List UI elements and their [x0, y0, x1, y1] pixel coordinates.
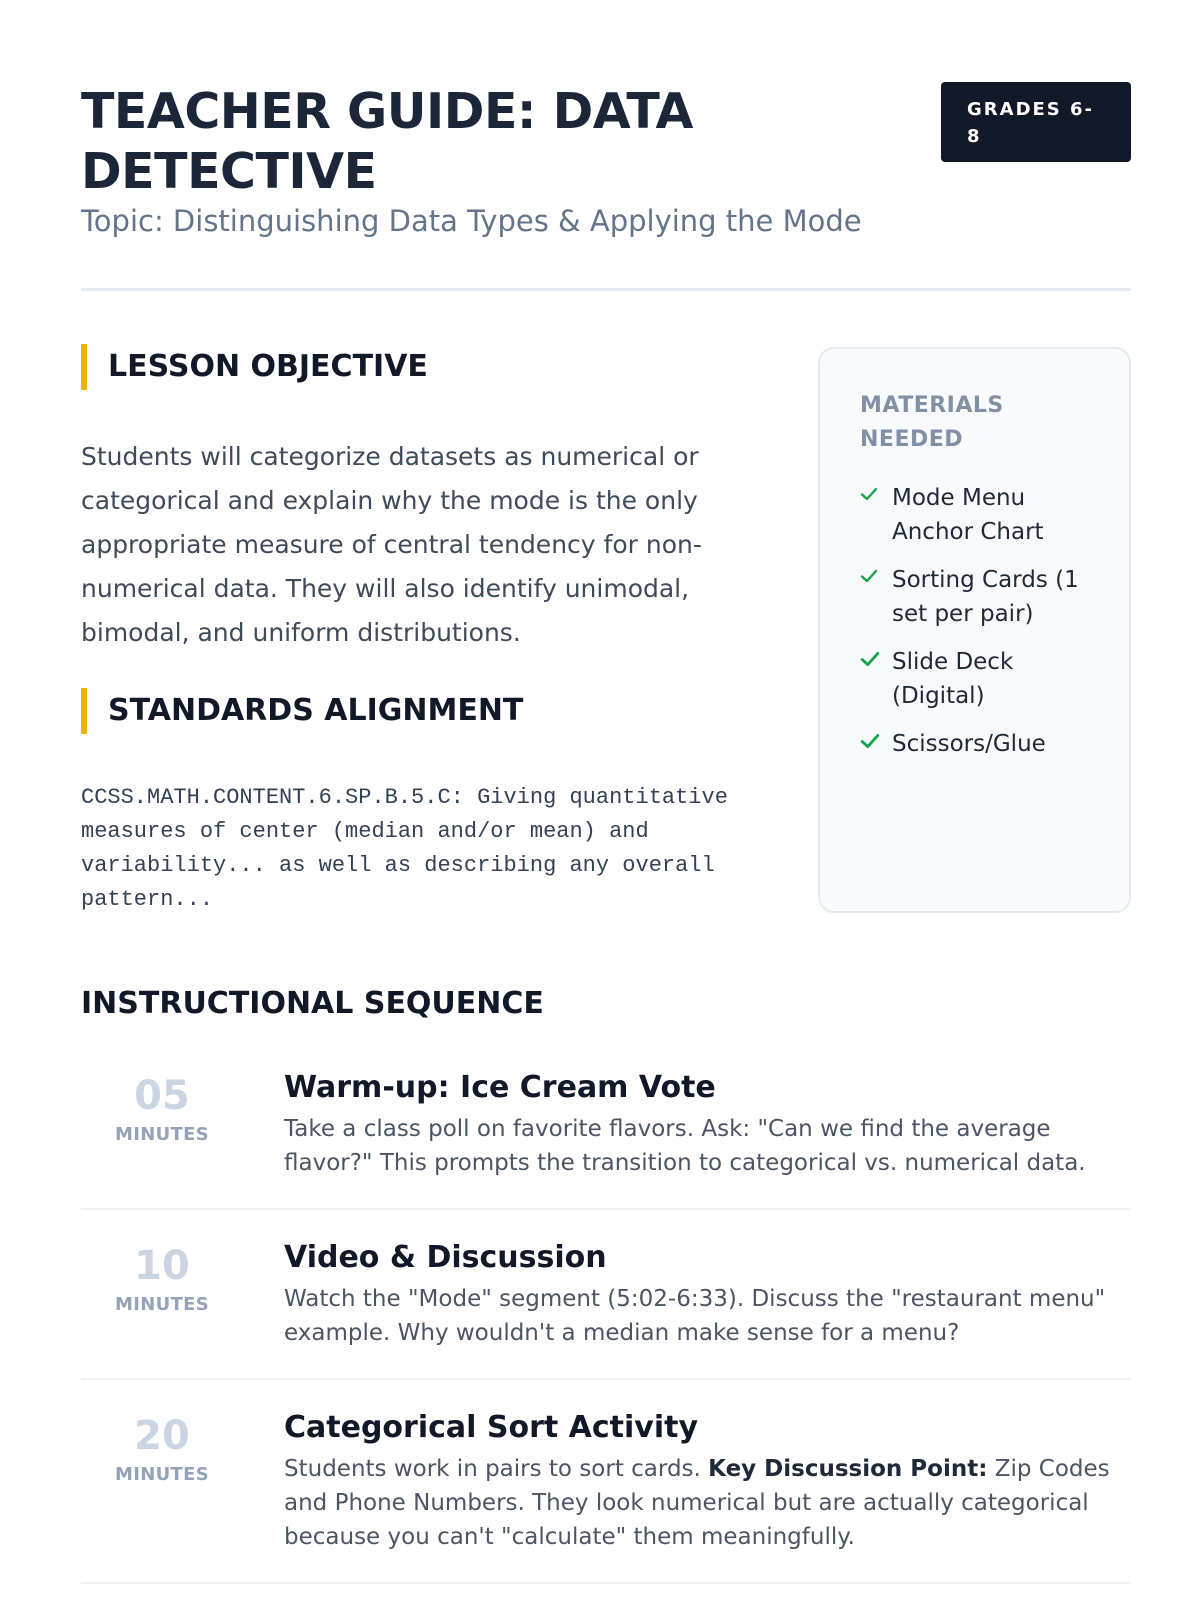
step-duration — [81, 1074, 243, 1145]
materials-item — [860, 481, 1099, 549]
materials-label: Scissors/Glue — [892, 731, 1046, 757]
objective-heading: LESSON OBJECTIVE — [81, 344, 428, 390]
check-icon — [860, 727, 892, 756]
step-minutes: 20 — [134, 1413, 190, 1459]
step-unit: MINUTES — [115, 1124, 209, 1145]
step-title: Video & Discussion — [284, 1240, 607, 1275]
step-body — [284, 1238, 1124, 1350]
standards-text: CCSS.MATH.CONTENT.6.SP.B.5.C: Giving quantitative measures of center (median and/or mean) and variability... as well as describing any overall pattern... — [81, 785, 728, 912]
header-divider — [81, 288, 1131, 291]
step-title: Warm-up: Ice Cream Vote — [284, 1070, 716, 1105]
check-icon — [860, 563, 892, 590]
materials-label: Slide Deck (Digital) — [892, 649, 1014, 709]
step-description-detail: Zip Codes and Phone Numbers. They look numerical but are actually categorical because you can't "calculate" them meaningfully. — [284, 1456, 1110, 1550]
step-body — [284, 1068, 1124, 1180]
step-description: Take a class poll on favorite flavors. Ask: "Can we find the average flavor?" This prompts the transition to categorical vs. numerical data. — [284, 1116, 1086, 1176]
page-title: TEACHER GUIDE: DATA DETECTIVE — [81, 83, 693, 200]
step-duration — [81, 1244, 243, 1315]
sequence-step — [81, 1238, 1131, 1380]
key-discussion-label: Key Discussion Point: — [708, 1456, 988, 1482]
materials-label: Mode Menu Anchor Chart — [892, 485, 1044, 545]
guide-header — [81, 82, 1131, 292]
step-title: Categorical Sort Activity — [284, 1410, 699, 1445]
step-unit: MINUTES — [115, 1294, 209, 1315]
step-description: Watch the "Mode" segment (5:02-6:33). Discuss the "restaurant menu" example. Why wouldn't a median make sense for a menu? — [284, 1286, 1106, 1346]
check-icon — [860, 645, 892, 674]
standards-heading: STANDARDS ALIGNMENT — [81, 688, 523, 734]
materials-item — [860, 563, 1099, 631]
materials-card — [818, 347, 1131, 913]
sequence-heading: INSTRUCTIONAL SEQUENCE — [81, 986, 544, 1021]
page-subtitle: Topic: Distinguishing Data Types & Applying the Mode — [81, 204, 862, 238]
step-unit: MINUTES — [115, 1464, 209, 1485]
materials-title: MATERIALS NEEDED — [860, 393, 1004, 452]
step-description — [284, 1452, 1124, 1554]
step-minutes: 05 — [134, 1073, 190, 1119]
materials-item — [860, 727, 1099, 761]
grade-badge: GRADES 6-8 — [941, 82, 1131, 162]
materials-label: Sorting Cards (1 set per pair) — [892, 567, 1079, 627]
step-description-intro: Students work in pairs to sort cards. — [284, 1456, 709, 1482]
step-body — [284, 1408, 1124, 1554]
materials-list — [860, 481, 1099, 761]
step-minutes: 10 — [134, 1243, 190, 1289]
sequence-step — [81, 1408, 1131, 1584]
materials-item — [860, 645, 1099, 713]
check-icon — [860, 481, 892, 508]
objective-text: Students will categorize datasets as numerical or categorical and explain why the mode is the only appropriate measure of central tendency for non-numerical data. They will also identify unimodal, bimodal, and uniform distributions. — [81, 442, 702, 647]
step-duration — [81, 1414, 243, 1485]
sequence-step — [81, 1068, 1131, 1210]
